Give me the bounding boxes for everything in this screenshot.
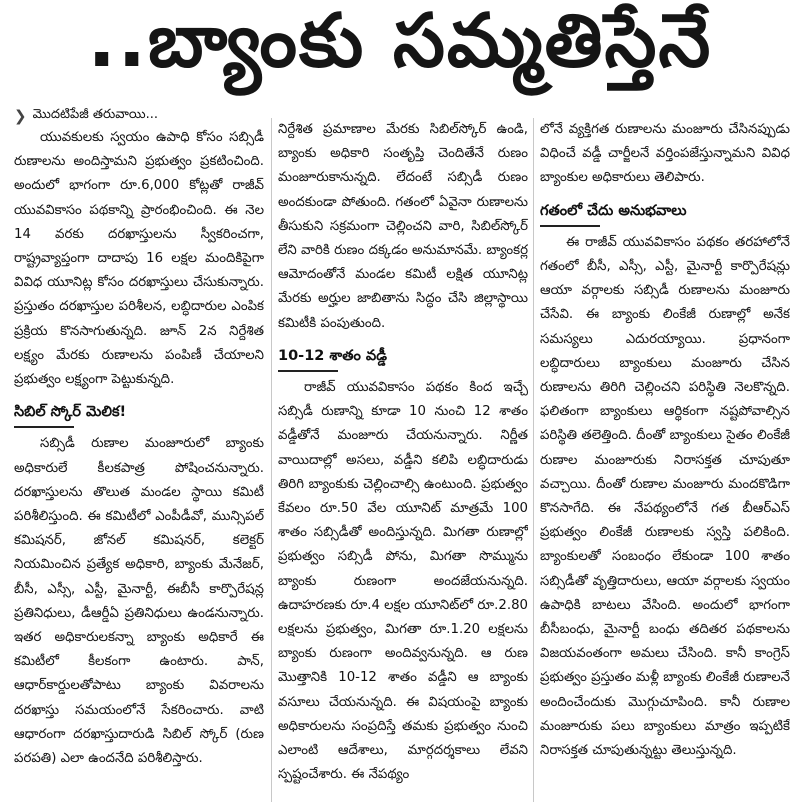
chevron-right-icon: ❯	[14, 107, 27, 125]
column-divider	[533, 118, 534, 802]
column-divider	[271, 118, 272, 802]
paragraph: నిర్దేశిత ప్రమాణాల మేరకు సిబిల్‌స్కోర్ ఉండి, బ్యాంకు అధికారి సంతృప్తి చెందితేనే రుణం మంజూరుకానున్నది. లేదంటే సబ్సిడీ రుణం అందకుండా పోతుంది. గతంలో ఏవైనా రుణాలను తీసుకుని సక్రమంగా చెల్లించని వారి, సిబిల్‌స్కోర్ లేని వారికి రుణం దక్కడం అనుమానమే. బ్యాంకర్ల ఆమోదంతోనే మండల కమిటీ లక్షిత యూనిట్ల మేరకు అర్హుల జాబితాను సిద్ధం చేసి జిల్లాస్థాయి కమిటీకి పంపుతుంది.	[278, 122, 528, 331]
continued-text: మొదటిపేజీ తరువాయి...	[32, 107, 158, 122]
subheading-underline	[540, 225, 600, 227]
paragraph: లోనే వ్యక్తిగత రుణాలను మంజూరు చేసినప్పుడు విధించే వడ్డీ చార్జీలనే వర్తింపజేస్తున్నామని వివిధ బ్యాంకుల అధికారులు తెలిపారు.	[540, 122, 790, 186]
subheading-underline	[14, 426, 74, 428]
article-column-2	[278, 118, 528, 802]
article-column-3	[540, 118, 790, 802]
paragraph: సబ్సిడీ రుణాల మంజూరులో బ్యాంకు అధికారులే కీలకపాత్ర పోషించనున్నారు. దరఖాస్తులను తొలుత మండల స్థాయి కమిటీ పరిశీలిస్తుంది. ఈ కమిటీలో ఎంపీడీవో, మున్సిపల్ కమిషనర్, జోనల్ కమిషనర్, కలెక్టర్ నియమించిన ప్రత్యేక అధికారి, బ్యాంకు మేనేజర్, బీసీ, ఎస్సీ, ఎస్టీ, మైనార్టీ, ఈబీసీ కార్పొరేషన్ల ప్రతినిధులు, డీఆర్డీఏ ప్రతినిధులు ఉండనున్నారు. ఇతర అధికారులకన్నా బ్యాంకు అధికారే ఈ కమిటీలో కీలకంగా ఉంటారు. పాన్, ఆధార్‌కార్డులతోపాటు బ్యాంకు వివరాలను దరఖాస్తు సమయంలోనే సేకరించారు. వాటి ఆధారంగా దరఖాస్తుదారుడి సిబిల్ స్కోర్ (రుణ పరపతి) ఎలా ఉందనేది పరిశీలిస్తారు.	[14, 436, 264, 767]
subheading: సిబిల్ స్కోర్ మెలిక!	[14, 400, 264, 428]
paragraph: రాజీవ్ యువవికాసం పథకం కింద ఇచ్చే సబ్సిడీ రుణాన్ని కూడా 10 నుంచి 12 శాతం వడ్డీతోనే మంజూరు చేయనున్నారు. నిర్ణీత వాయిదాల్లో అసలు, వడ్డీని కలిపి లబ్ధిదారుడు తిరిగి బ్యాంకుకు చెల్లించాల్సి ఉంటుంది. ప్రభుత్వం కేవలం రూ.50 వేల యూనిట్ మాత్రమే 100 శాతం సబ్సిడీతో అందిస్తున్నది. మిగతా రుణాల్లో ప్రభుత్వం సబ్సిడీ పోను, మిగతా సొమ్మును బ్యాంకు రుణంగా అందజేయనున్నది. ఉదాహరణకు రూ.4 లక్షల యూనిట్‌లో రూ.2.80 లక్షలను ప్రభుత్వం, మిగతా రూ.1.20 లక్షలను బ్యాంకు రుణంగా అందివ్వనున్నది. ఆ రుణ మొత్తానికి 10-12 శాతం వడ్డీని ఆ బ్యాంకు వసూలు చేయనున్నది. ఈ విషయంపై బ్యాంకు అధికారులను సంప్రదిస్తే తమకు ప్రభుత్వం నుంచి ఎలాంటి ఆదేశాలు, మార్గదర్శకాలు లేవని స్పష్టంచేశారు. ఈ నేపథ్యం	[278, 380, 528, 783]
paragraph: ఈ రాజీవ్ యువవికాసం పథకం తరహాలోనే గతంలో బీసీ, ఎస్సీ, ఎస్టీ, మైనార్టీ కార్పొరేషన్లు ఆయా వర్గాలకు సబ్సిడీ రుణాలను మంజూరు చేసేవి. ఈ బ్యాంకు లింకేజీ రుణాల్లో అనేక సమస్యలు ఎదురయ్యాయి. ప్రధానంగా లబ్ధిదారులు బ్యాంకులు మంజూరు చేసిన రుణాలను తిరిగి చెల్లించని పరిస్థితి నెలకొన్నది. ఫలితంగా బ్యాంకులు ఆర్థికంగా నష్టపోవాల్సిన పరిస్థితి తలెత్తింది. దీంతో బ్యాంకులు సైతం లింకేజీ రుణాల మంజూరుకు నిరాసక్తత చూపుతూ వచ్చాయి. దీంతో రుణాల మంజూరు మందకొడిగా కొనసాగేది. ఈ నేపథ్యంలోనే గత బీఆర్ఎస్ ప్రభుత్వం లింకేజీ రుణాలకు స్వస్తి పలికింది. బ్యాంకులతో సంబంధం లేకుండా 100 శాతం సబ్సిడీతో వృత్తిదారులు, ఆయా వర్గాలకు స్వయం ఉపాధికి బాటలు వేసింది. అందులో భాగంగా బీసీబంధు, మైనార్టీ బంధు తదితర పథకాలను విజయవంతంగా అమలు చేసింది. కానీ కాంగ్రెస్ ప్రభుత్వం ప్రస్తుతం మళ్లీ బ్యాంకు లింకేజీ రుణాలనే అందించేందుకు మొగ్గుచూపింది. కానీ రుణాల మంజూరుకు పలు బ్యాంకులు మాత్రం ఇప్పటికే నిరాసక్తత చూపుతున్నట్టు తెలుస్తున్నది.	[540, 234, 790, 759]
subheading: 10-12 శాతం వడ్డీ	[278, 344, 528, 372]
article-column-1	[14, 126, 264, 802]
headline: ..బ్యాంకు సమ్మతిస్తేనే	[87, 0, 713, 84]
continued-marker	[14, 106, 158, 126]
subheading: గతంలో చేదు అనుభవాలు	[540, 199, 790, 227]
subheading-underline	[278, 370, 338, 372]
paragraph: యువకులకు స్వయం ఉపాధి కోసం సబ్సిడీ రుణాలను అందిస్తామని ప్రభుత్వం ప్రకటించింది. అందులో భాగంగా రూ.6,000 కోట్లతో రాజీవ్ యువవికాసం పథకాన్ని ప్రారంభించింది. ఈ నెల 14 వరకు దరఖాస్తులను స్వీకరించగా, రాష్ట్రవ్యాప్తంగా దాదాపు 16 లక్షల మందికిపైగా వివిధ యూనిట్ల కోసం దరఖాస్తులు చేసుకున్నారు. ప్రస్తుతం దరఖాస్తుల పరిశీలన, లబ్ధిదారుల ఎంపిక ప్రక్రియ కొనసాగుతున్నది. జూన్ 2న నిర్దేశిత లక్ష్యం మేరకు రుణాలను పంపిణీ చేయాలని ప్రభుత్వం లక్ష్యంగా పెట్టుకున్నది.	[14, 130, 264, 388]
